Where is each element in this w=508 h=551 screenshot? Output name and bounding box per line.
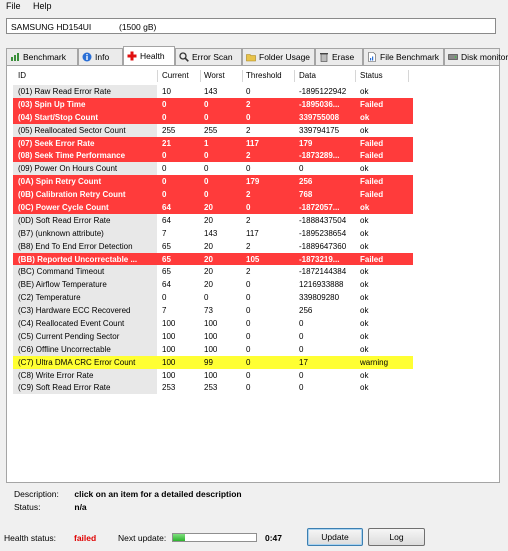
cell-id: (C8) Write Error Rate <box>18 370 94 380</box>
table-row[interactable] <box>13 98 413 111</box>
cell-worst: 255 <box>204 125 218 135</box>
cell-id: (0D) Soft Read Error Rate <box>18 215 111 225</box>
cell-id: (C7) Ultra DMA CRC Error Count <box>18 357 136 367</box>
tab-label: Folder Usage <box>259 52 311 62</box>
cell-data: 179 <box>299 138 313 148</box>
drive-size: (1500 gB) <box>119 22 157 32</box>
header-threshold[interactable]: Threshold <box>246 71 282 80</box>
cell-current: 0 <box>162 99 167 109</box>
drive-name: SAMSUNG HD154UI <box>11 22 92 32</box>
cell-threshold: 0 <box>246 331 251 341</box>
cell-status: ok <box>360 125 369 135</box>
tab-label: Benchmark <box>23 52 66 62</box>
table-row[interactable] <box>13 201 413 214</box>
cell-worst: 253 <box>204 383 218 393</box>
cell-current: 10 <box>162 87 171 96</box>
cell-worst: 99 <box>204 357 213 367</box>
info-icon <box>82 52 92 62</box>
cell-id: (05) Reallocated Sector Count <box>18 125 126 135</box>
cell-current: 64 <box>162 215 171 225</box>
cell-status: Failed <box>360 254 384 264</box>
tab-label: Info <box>95 52 110 62</box>
cell-worst: 20 <box>204 267 213 277</box>
erase-icon <box>319 52 329 62</box>
tab-info[interactable] <box>78 48 123 65</box>
status-label: Status: <box>14 502 41 512</box>
cell-worst: 0 <box>204 99 209 109</box>
cell-current: 64 <box>162 203 171 213</box>
header-worst[interactable]: Worst <box>204 71 225 80</box>
table-row[interactable] <box>13 265 413 278</box>
tab-strip <box>6 48 508 65</box>
cell-threshold: 0 <box>246 164 251 174</box>
cell-id: (08) Seek Time Performance <box>18 151 126 161</box>
cell-current: 7 <box>162 306 167 316</box>
cell-worst: 100 <box>204 370 218 380</box>
table-row[interactable] <box>13 356 413 369</box>
cell-status: ok <box>360 228 369 238</box>
table-row[interactable] <box>13 381 413 394</box>
update-countdown: 0:47 <box>265 533 283 543</box>
cell-id: (09) Power On Hours Count <box>18 164 118 174</box>
cell-worst: 143 <box>204 87 218 96</box>
cell-data: 768 <box>299 190 313 200</box>
cell-threshold: 0 <box>246 357 251 367</box>
cell-threshold: 0 <box>246 306 251 316</box>
cell-worst: 0 <box>204 177 209 187</box>
cell-current: 253 <box>162 383 176 393</box>
cell-status: Failed <box>360 190 384 200</box>
cell-threshold: 105 <box>246 254 260 264</box>
cell-id: (BC) Command Timeout <box>18 267 105 277</box>
next-update-label: Next update: <box>118 533 167 543</box>
cell-worst: 20 <box>204 241 213 251</box>
table-header <box>13 69 500 83</box>
cell-data: 0 <box>299 370 304 380</box>
cell-worst: 0 <box>204 293 209 303</box>
cell-worst: 20 <box>204 280 213 290</box>
update-button[interactable]: Update <box>307 528 363 546</box>
tab-benchmark[interactable] <box>6 48 78 65</box>
table-row[interactable] <box>13 240 413 253</box>
cell-threshold: 0 <box>246 344 251 354</box>
cell-data: -1895036... <box>299 99 340 109</box>
cell-data: -1873219... <box>299 254 340 264</box>
cell-data: 0 <box>299 383 304 393</box>
cell-threshold: 0 <box>246 112 251 122</box>
health-cross-icon <box>127 51 137 61</box>
cell-current: 65 <box>162 267 171 277</box>
cell-data: -1872057... <box>299 203 340 213</box>
cell-id: (0A) Spin Retry Count <box>18 177 102 187</box>
cell-status: ok <box>360 267 369 277</box>
cell-current: 0 <box>162 293 167 303</box>
cell-id: (BE) Airflow Temperature <box>18 280 107 290</box>
table-row[interactable] <box>13 137 413 150</box>
table-row[interactable] <box>13 227 413 240</box>
cell-current: 0 <box>162 151 167 161</box>
cell-current: 21 <box>162 138 171 148</box>
cell-threshold: 2 <box>246 190 251 200</box>
error-scan-icon <box>179 52 189 62</box>
health-status-label: Health status: <box>4 533 56 543</box>
cell-data: 0 <box>299 344 304 354</box>
cell-current: 65 <box>162 254 171 264</box>
cell-data: 256 <box>299 306 313 316</box>
table-row[interactable] <box>13 214 413 227</box>
cell-data: -1873289... <box>299 151 340 161</box>
cell-status: ok <box>360 87 369 96</box>
cell-data: -1895122942 <box>299 87 347 96</box>
tab-erase[interactable] <box>315 48 363 65</box>
table-row[interactable] <box>13 304 413 317</box>
cell-threshold: 2 <box>246 267 251 277</box>
cell-current: 0 <box>162 164 167 174</box>
folder-icon <box>246 52 256 62</box>
cell-id: (07) Seek Error Rate <box>18 138 95 148</box>
table-row[interactable] <box>13 291 413 304</box>
cell-data: -1888437504 <box>299 215 347 225</box>
table-row[interactable] <box>13 188 413 201</box>
table-row[interactable] <box>13 175 413 188</box>
cell-id: (01) Raw Read Error Rate <box>18 87 111 96</box>
table-row[interactable] <box>13 162 413 175</box>
header-status[interactable]: Status <box>360 71 383 80</box>
cell-threshold: 0 <box>246 293 251 303</box>
cell-current: 7 <box>162 228 167 238</box>
cell-id: (0C) Power Cycle Count <box>18 203 109 213</box>
cell-current: 100 <box>162 370 176 380</box>
cell-current: 64 <box>162 280 171 290</box>
cell-id: (C3) Hardware ECC Recovered <box>18 306 131 316</box>
cell-status: ok <box>360 331 369 341</box>
menu-file[interactable]: File <box>6 1 21 11</box>
header-current[interactable]: Current <box>162 71 189 80</box>
table-row[interactable] <box>13 330 413 343</box>
cell-data: 256 <box>299 177 313 187</box>
cell-worst: 143 <box>204 228 218 238</box>
file-benchmark-icon <box>367 52 377 62</box>
cell-data: 0 <box>299 164 304 174</box>
cell-id: (C2) Temperature <box>18 293 81 303</box>
cell-current: 65 <box>162 241 171 251</box>
description-label: Description: <box>14 489 59 499</box>
cell-id: (04) Start/Stop Count <box>18 112 98 122</box>
cell-worst: 20 <box>204 215 213 225</box>
table-row[interactable] <box>13 278 413 291</box>
cell-threshold: 179 <box>246 177 260 187</box>
progress-fill <box>173 534 185 541</box>
description-text: click on an item for a detailed description <box>74 489 242 499</box>
cell-worst: 0 <box>204 112 209 122</box>
cell-id: (C4) Reallocated Event Count <box>18 319 125 329</box>
table-row[interactable] <box>13 369 413 382</box>
cell-worst: 0 <box>204 164 209 174</box>
cell-threshold: 0 <box>246 370 251 380</box>
header-id[interactable]: ID <box>18 71 26 80</box>
cell-status: ok <box>360 280 369 290</box>
header-data[interactable]: Data <box>299 71 316 80</box>
table-row[interactable] <box>13 343 413 356</box>
table-row[interactable] <box>13 253 413 266</box>
cell-threshold: 2 <box>246 99 251 109</box>
benchmark-icon <box>10 52 20 62</box>
cell-threshold: 117 <box>246 138 259 148</box>
cell-id: (BB) Reported Uncorrectable ... <box>18 254 138 264</box>
cell-status: Failed <box>360 138 384 148</box>
cell-worst: 1 <box>204 138 209 148</box>
tab-label: Health <box>140 51 165 61</box>
cell-current: 0 <box>162 177 167 187</box>
status-value: n/a <box>74 502 87 512</box>
tab-error-scan[interactable] <box>175 48 242 65</box>
cell-status: ok <box>360 383 369 393</box>
cell-threshold: 0 <box>246 203 251 213</box>
cell-data: 0 <box>299 331 304 341</box>
cell-id: (0B) Calibration Retry Count <box>18 190 126 200</box>
tab-folder-usage[interactable] <box>242 48 315 65</box>
cell-status: ok <box>360 164 369 174</box>
cell-threshold: 2 <box>246 215 251 225</box>
cell-current: 0 <box>162 190 167 200</box>
table-row[interactable] <box>13 111 413 124</box>
cell-threshold: 2 <box>246 151 251 161</box>
disk-monitor-icon <box>448 52 458 62</box>
cell-status: ok <box>360 241 369 251</box>
cell-current: 100 <box>162 344 176 354</box>
cell-threshold: 117 <box>246 228 259 238</box>
cell-status: ok <box>360 306 369 316</box>
cell-id: (B8) End To End Error Detection <box>18 241 133 251</box>
tab-disk-monitor[interactable] <box>444 48 508 65</box>
cell-current: 100 <box>162 357 176 367</box>
tab-label: File Benchmark <box>380 52 440 62</box>
cell-current: 100 <box>162 319 176 329</box>
cell-worst: 20 <box>204 203 213 213</box>
cell-data: 339809280 <box>299 293 340 303</box>
description-line <box>14 489 242 499</box>
cell-status: ok <box>360 215 369 225</box>
cell-status: ok <box>360 370 369 380</box>
cell-current: 100 <box>162 331 176 341</box>
cell-id: (C6) Offline Uncorrectable <box>18 344 111 354</box>
tab-file-benchmark[interactable] <box>363 48 444 65</box>
cell-worst: 100 <box>204 319 218 329</box>
cell-data: 339755008 <box>299 112 340 122</box>
cell-data: -1895238654 <box>299 228 347 238</box>
table-row[interactable] <box>13 317 413 330</box>
cell-data: 0 <box>299 319 304 329</box>
cell-worst: 100 <box>204 331 218 341</box>
cell-worst: 73 <box>204 306 213 316</box>
cell-current: 0 <box>162 112 167 122</box>
cell-status: warning <box>360 357 389 367</box>
cell-threshold: 0 <box>246 280 251 290</box>
cell-worst: 20 <box>204 254 213 264</box>
tab-label: Erase <box>332 52 355 62</box>
cell-status: Failed <box>360 99 384 109</box>
table-row[interactable] <box>13 124 413 137</box>
cell-threshold: 2 <box>246 125 251 135</box>
tab-health[interactable] <box>123 46 175 65</box>
status-line <box>14 502 87 512</box>
cell-data: -1872144384 <box>299 267 347 277</box>
cell-id: (C9) Soft Read Error Rate <box>18 383 111 393</box>
health-status-value: failed <box>74 533 97 543</box>
cell-data: -1889647360 <box>299 241 347 251</box>
cell-id: (C5) Current Pending Sector <box>18 331 120 341</box>
cell-status: ok <box>360 319 369 329</box>
cell-status: ok <box>360 112 370 122</box>
cell-status: ok <box>360 293 369 303</box>
cell-status: Failed <box>360 151 384 161</box>
cell-worst: 0 <box>204 190 209 200</box>
cell-id: (03) Spin Up Time <box>18 99 86 109</box>
menu-help[interactable]: Help <box>33 1 52 11</box>
update-progress-bar <box>172 533 257 542</box>
smart-attribute-table <box>13 85 413 394</box>
cell-data: 17 <box>299 357 308 367</box>
table-row[interactable] <box>13 149 413 162</box>
table-row[interactable] <box>13 85 413 98</box>
cell-current: 255 <box>162 125 176 135</box>
cell-threshold: 0 <box>246 383 251 393</box>
cell-threshold: 2 <box>246 241 251 251</box>
tab-label: Error Scan <box>192 52 233 62</box>
tab-label: Disk monitor <box>461 52 508 62</box>
cell-threshold: 0 <box>246 319 251 329</box>
cell-status: Failed <box>360 177 384 187</box>
menu-bar <box>0 0 500 14</box>
cell-status: ok <box>360 203 370 213</box>
cell-id: (B7) (unknown attribute) <box>18 228 104 238</box>
cell-worst: 100 <box>204 344 218 354</box>
drive-selector[interactable] <box>6 18 496 34</box>
log-button[interactable]: Log <box>368 528 425 546</box>
cell-data: 339794175 <box>299 125 340 135</box>
cell-worst: 0 <box>204 151 209 161</box>
cell-threshold: 0 <box>246 87 251 96</box>
cell-status: ok <box>360 344 369 354</box>
cell-data: 1216933888 <box>299 280 344 290</box>
